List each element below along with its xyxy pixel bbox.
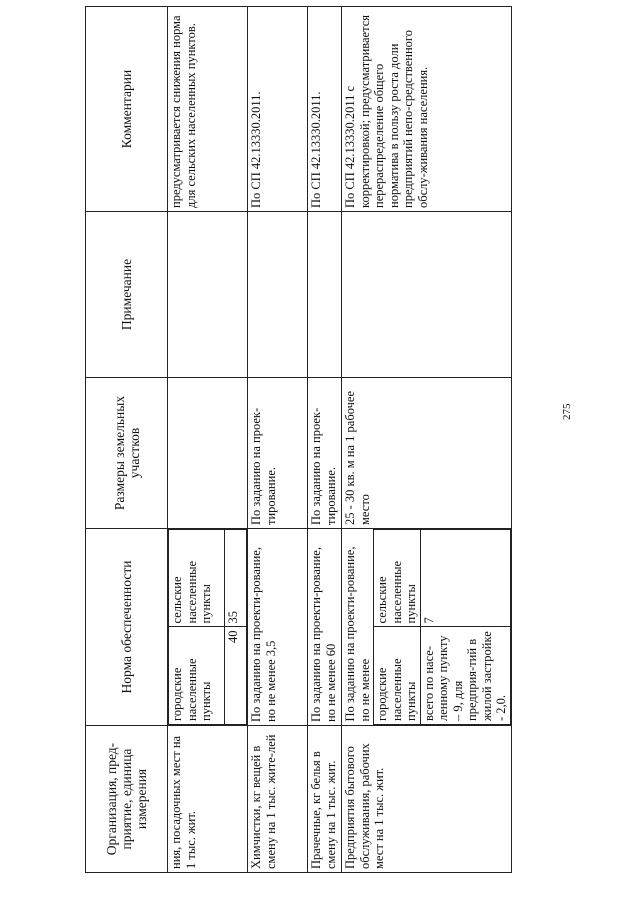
table-row (342, 7, 512, 873)
row3-plot: По заданию на проек-тирование. (308, 378, 342, 529)
header-row (86, 7, 168, 873)
row1-urban-value: 40 (225, 627, 247, 725)
row2-org: Химчистки, кг вещей в смену на 1 тыс. жите-лей (248, 726, 308, 873)
row4-note (342, 212, 512, 378)
row4-norm-subtable (342, 529, 511, 725)
row2-comment: По СП 42.13330.2011. (248, 7, 308, 212)
row1-rural-label: сельские населенные пункты (169, 530, 225, 628)
table-row (248, 7, 308, 873)
rotated-page (85, 7, 508, 873)
table-row (308, 7, 342, 873)
header-plot: Размеры земельных участков (86, 378, 168, 529)
header-org: Организация, пред-приятие, единица измерения (86, 726, 168, 873)
row3-norm: По заданию на проекти-рование, но не менее 60 (308, 529, 342, 726)
row4-plot: 25 - 30 кв. м на 1 рабочее место (342, 378, 512, 529)
row1-org: ния, посадочных мест на 1 тыс. жит. (168, 726, 248, 873)
table-row (168, 7, 248, 873)
row3-note (308, 212, 342, 378)
row4-norm-text: По заданию на проекти-рование, но не менее (342, 530, 374, 725)
row4-rural-value: 7 (420, 530, 510, 628)
header-norm: Норма обеспеченности (86, 529, 168, 726)
row2-note (248, 212, 308, 378)
row1-plot (168, 378, 248, 529)
row4-norm (342, 529, 512, 726)
row1-note (168, 212, 248, 378)
row1-rural-value: 35 (225, 530, 247, 628)
norms-table (85, 6, 512, 873)
row2-norm: По заданию на проекти-рование, но не менее 3,5 (248, 529, 308, 726)
header-note: Примечание (86, 212, 168, 378)
row4-urban-label: городские населенные пункты (374, 627, 421, 725)
page-number: 275 (561, 403, 573, 420)
row4-urban-value: всего по насе-ленному пункту – 9, для предприя-тий в жилой застройке - 2,0. (420, 627, 510, 725)
row4-rural-label: сельские населенные пункты (374, 530, 421, 628)
row3-org: Прачечные, кг белья в смену на 1 тыс. жит. (308, 726, 342, 873)
row1-norm-subtable (168, 529, 247, 725)
row1-urban-label: городские населенные пункты (169, 627, 225, 725)
row1-comment: предусматривается снижения норма для сельских населенных пунктов. (168, 7, 248, 212)
row4-org: Предприятия бытового обслуживания, рабочих мест на 1 тыс. жит. (342, 726, 512, 873)
row2-plot: По заданию на проек-тирование. (248, 378, 308, 529)
row3-comment: По СП 42.13330.2011. (308, 7, 342, 212)
header-comment: Комментарии (86, 7, 168, 212)
row1-norm (168, 529, 248, 726)
row4-comment: По СП 42.13330.2011 с корректировкой; предусматривается перераспределение общего норматива в пользу роста доли предприятий непо-средственного обслу-живания населения. (342, 7, 512, 212)
